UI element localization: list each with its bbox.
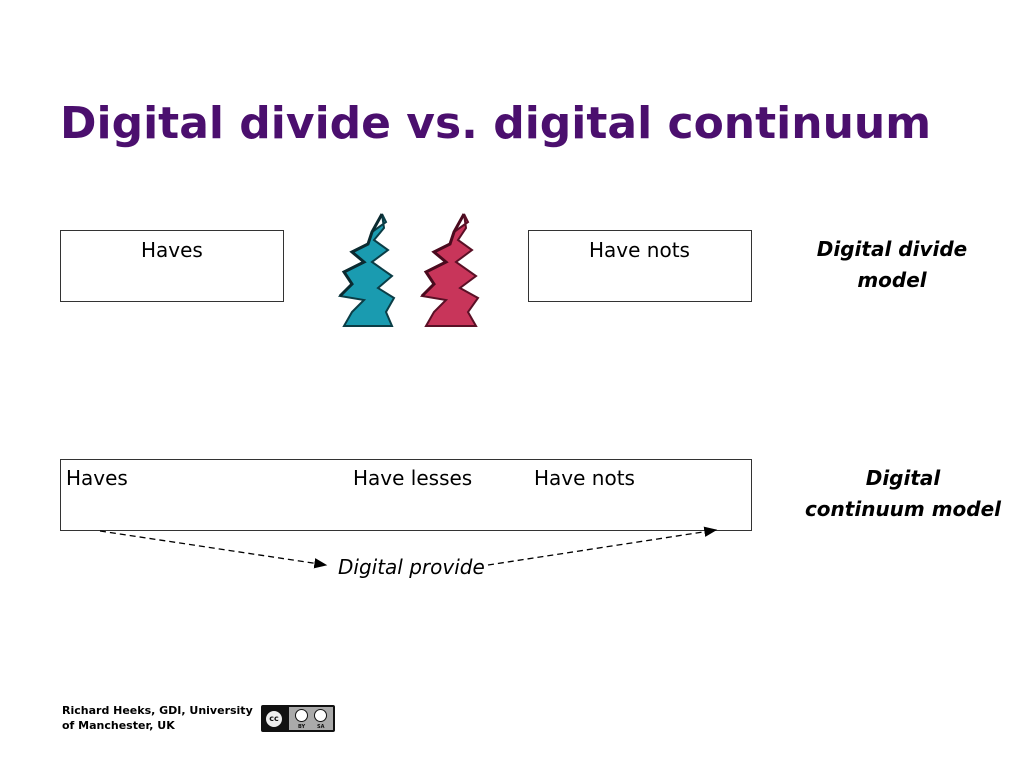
continuum-model-label-line1: Digital — [865, 466, 941, 490]
continuum-haves-label: Haves — [66, 466, 128, 490]
haves-label: Haves — [141, 238, 203, 262]
have-nots-label: Have nots — [589, 238, 690, 262]
continuum-model-label-line2: continuum model — [804, 497, 1002, 521]
slide-title: Digital divide vs. digital continuum — [60, 98, 932, 149]
cc-license-badge[interactable] — [261, 705, 335, 732]
continuum-model-label — [800, 463, 1006, 525]
footer-credit-line1: Richard Heeks, GDI, University — [62, 704, 253, 717]
digital-provide-label: Digital provide — [338, 555, 485, 579]
by-label: BY — [298, 724, 306, 730]
footer-credit — [62, 703, 267, 733]
crack-left-icon — [340, 214, 394, 326]
sa-label: SA — [317, 724, 325, 730]
arrow-to-have-nots — [488, 530, 716, 565]
divide-model-label — [812, 234, 972, 296]
divide-model-label-line1: Digital divide — [816, 237, 968, 261]
continuum-have-nots-label: Have nots — [534, 466, 635, 490]
divide-model-label-line2: model — [857, 268, 927, 292]
crack-right-icon — [422, 214, 478, 326]
arrow-to-provide — [100, 531, 326, 565]
continuum-have-lesses-label: Have lesses — [353, 466, 473, 490]
footer-credit-line2: of Manchester, UK — [62, 719, 175, 732]
by-attribution-icon — [295, 709, 308, 722]
license-strip — [289, 707, 333, 730]
cc-icon: cc — [264, 709, 284, 729]
sa-share-alike-icon — [314, 709, 327, 722]
